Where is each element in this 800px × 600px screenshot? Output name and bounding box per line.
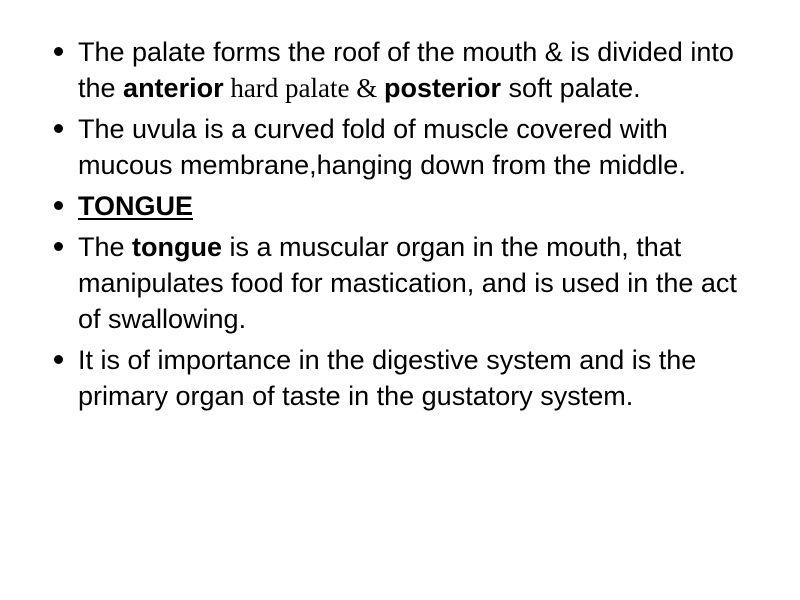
bullet-tongue-importance bbox=[48, 342, 760, 414]
bold-term-tongue: tongue bbox=[132, 232, 223, 262]
bullet-dot-icon bbox=[54, 355, 63, 364]
bullet-text: It is of importance in the digestive system and is the primary organ of taste in the gustatory system. bbox=[78, 345, 697, 411]
bullet-text-serif: hard palate & bbox=[223, 73, 385, 103]
bullet-text: The bbox=[78, 232, 133, 262]
bold-term-anterior: anterior bbox=[123, 73, 224, 103]
bullet-dot-icon bbox=[54, 47, 63, 56]
bullet-text: The uvula is a curved fold of muscle covered with mucous membrane,hanging down from the middle. bbox=[78, 114, 686, 180]
bullet-uvula bbox=[48, 111, 760, 183]
bullet-tongue-heading bbox=[48, 188, 760, 224]
bullet-dot-icon bbox=[54, 201, 63, 210]
bullet-text: soft palate. bbox=[501, 73, 641, 103]
bullet-text: is a muscular organ in the mouth, that manipulates food for mastication, and is used in the act of swallowing. bbox=[78, 232, 737, 334]
bold-term-posterior: posterior bbox=[384, 73, 502, 103]
bullet-dot-icon bbox=[54, 124, 63, 133]
bullet-text: The palate forms the roof of the mouth & is divided into the bbox=[78, 37, 734, 103]
bullet-list bbox=[48, 34, 760, 419]
bullet-dot-icon bbox=[54, 242, 63, 251]
bullet-palate bbox=[48, 34, 760, 106]
bullet-tongue-definition bbox=[48, 229, 760, 337]
section-heading: TONGUE bbox=[78, 191, 194, 221]
